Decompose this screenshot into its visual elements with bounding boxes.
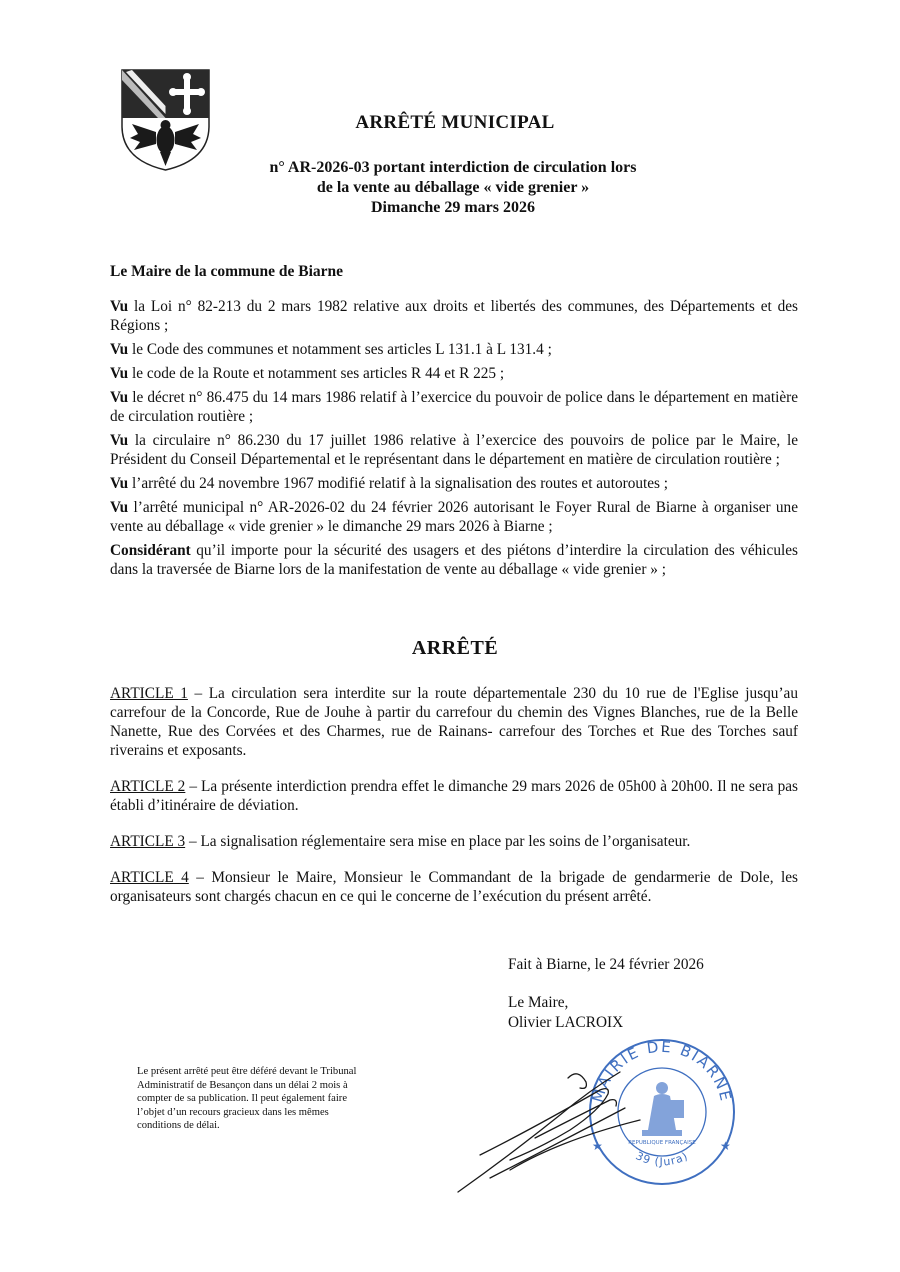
stamp-dept: 39 (Jura) (633, 1149, 691, 1169)
consideration-item (110, 431, 798, 469)
consideration-lead: Considérant (110, 542, 191, 559)
consideration-text: qu’il importe pour la sécurité des usagers et des piétons d’interdire la circulation des véhicules dans la traversée de Biarne lors de la manifestation de vente au déballage « vide grenier » ; (110, 542, 798, 578)
article-item (110, 832, 798, 851)
subtitle-line: de la vente au déballage « vide grenier » (316, 179, 590, 196)
consideration-text: le Code des communes et notamment ses articles L 131.1 à L 131.4 ; (128, 341, 552, 358)
consideration-text: l’arrêté du 24 novembre 1967 modifié relatif à la signalisation des routes et autoroutes ; (128, 475, 669, 492)
article-item (110, 684, 798, 760)
signer-name: Olivier LACROIX (508, 1014, 624, 1031)
stamp-inner-text: REPUBLIQUE FRANÇAISE (628, 1140, 696, 1146)
article-text: – La signalisation réglementaire sera mise en place par les soins de l’organisateur. (185, 833, 691, 850)
article-item (110, 777, 798, 815)
consideration-item (110, 297, 798, 335)
consideration-item (110, 541, 798, 579)
consideration-lead: Vu (110, 389, 129, 406)
considerations-list (110, 297, 798, 584)
signature-scrawl-icon (450, 1060, 650, 1200)
article-label: ARTICLE 4 (110, 869, 189, 886)
consideration-item (110, 498, 798, 536)
articles-list (110, 684, 798, 923)
article-label: ARTICLE 1 (110, 685, 188, 702)
consideration-item (110, 474, 798, 493)
svg-text:★: ★ (592, 1139, 603, 1153)
consideration-lead: Vu (110, 341, 129, 358)
decision-heading: ARRÊTÉ (411, 637, 499, 659)
subtitle-line: n° AR-2026-03 portant interdiction de circulation lors (269, 159, 637, 176)
consideration-lead: Vu (110, 365, 129, 382)
signer-role: Le Maire, (508, 994, 569, 1011)
article-label: ARTICLE 3 (110, 833, 186, 850)
consideration-text: la circulaire n° 86.230 du 17 juillet 1986 relative à l’exercice des pouvoirs de police par le Maire, le Président du Conseil Départemental et le représentant dans le département en matière de circulation routière ; (110, 432, 798, 468)
subtitle-line: Dimanche 29 mars 2026 (371, 199, 535, 216)
consideration-lead: Vu (110, 432, 129, 449)
stamp-text: MAIRIE DE BIARNE (588, 1037, 736, 1105)
consideration-text: la Loi n° 82-213 du 2 mars 1982 relative aux droits et libertés des communes, des Départements et des Régions ; (110, 298, 798, 334)
municipal-crest-icon (118, 68, 213, 172)
consideration-text: l’arrêté municipal n° AR-2026-02 du 24 février 2026 autorisant le Foyer Rural de Biarne à organiser une vente au déballage « vide grenier » le dimanche 29 mars 2026 à Biarne ; (110, 499, 798, 535)
consideration-item (110, 340, 798, 359)
document-subtitle (228, 158, 678, 218)
article-text: – Monsieur le Maire, Monsieur le Commandant de la brigade de gendarmerie de Dole, les organisateurs sont chargés chacun en ce qui le concerne de l’exécution du présent arrêté. (110, 869, 798, 905)
document-title: ARRÊTÉ MUNICIPAL (355, 112, 555, 133)
mayor-heading: Le Maire de la commune de Biarne (110, 263, 344, 280)
consideration-item (110, 364, 798, 383)
consideration-lead: Vu (110, 499, 129, 516)
article-item (110, 868, 798, 906)
consideration-text: le code de la Route et notamment ses articles R 44 et R 225 ; (128, 365, 505, 382)
consideration-text: le décret n° 86.475 du 14 mars 1986 relatif à l’exercice du pouvoir de police dans le département en matière de circulation routière ; (110, 389, 798, 425)
place-date: Fait à Biarne, le 24 février 2026 (508, 956, 704, 973)
legal-footnote: Le présent arrêté peut être déféré devant le Tribunal Administratif de Besançon dans un délai 2 mois à compter de sa publication. Il peut également faire l’objet d’un recours gracieux dans les mêmes conditions de délai. (137, 1066, 357, 1131)
consideration-lead: Vu (110, 298, 129, 315)
article-text: – La présente interdiction prendra effet le dimanche 29 mars 2026 de 05h00 à 20h00. Il ne sera pas établi d’itinéraire de déviation. (110, 778, 798, 814)
svg-text:★: ★ (720, 1139, 731, 1153)
signature-block (508, 955, 704, 1033)
article-text: – La circulation sera interdite sur la route départementale 230 du 10 rue de l'Eglise jusqu’au carrefour de la Concorde, Rue de Jouhe à partir du carrefour du chemin des Vignes Blanches, rue de la Belle Nanette, Rue des Corvées et des Charmes, rue de Rainans- carrefour des Torches et Rue des Torches sauf riverains et exposants. (110, 685, 798, 759)
article-label: ARTICLE 2 (110, 778, 186, 795)
consideration-lead: Vu (110, 475, 129, 492)
consideration-item (110, 388, 798, 426)
